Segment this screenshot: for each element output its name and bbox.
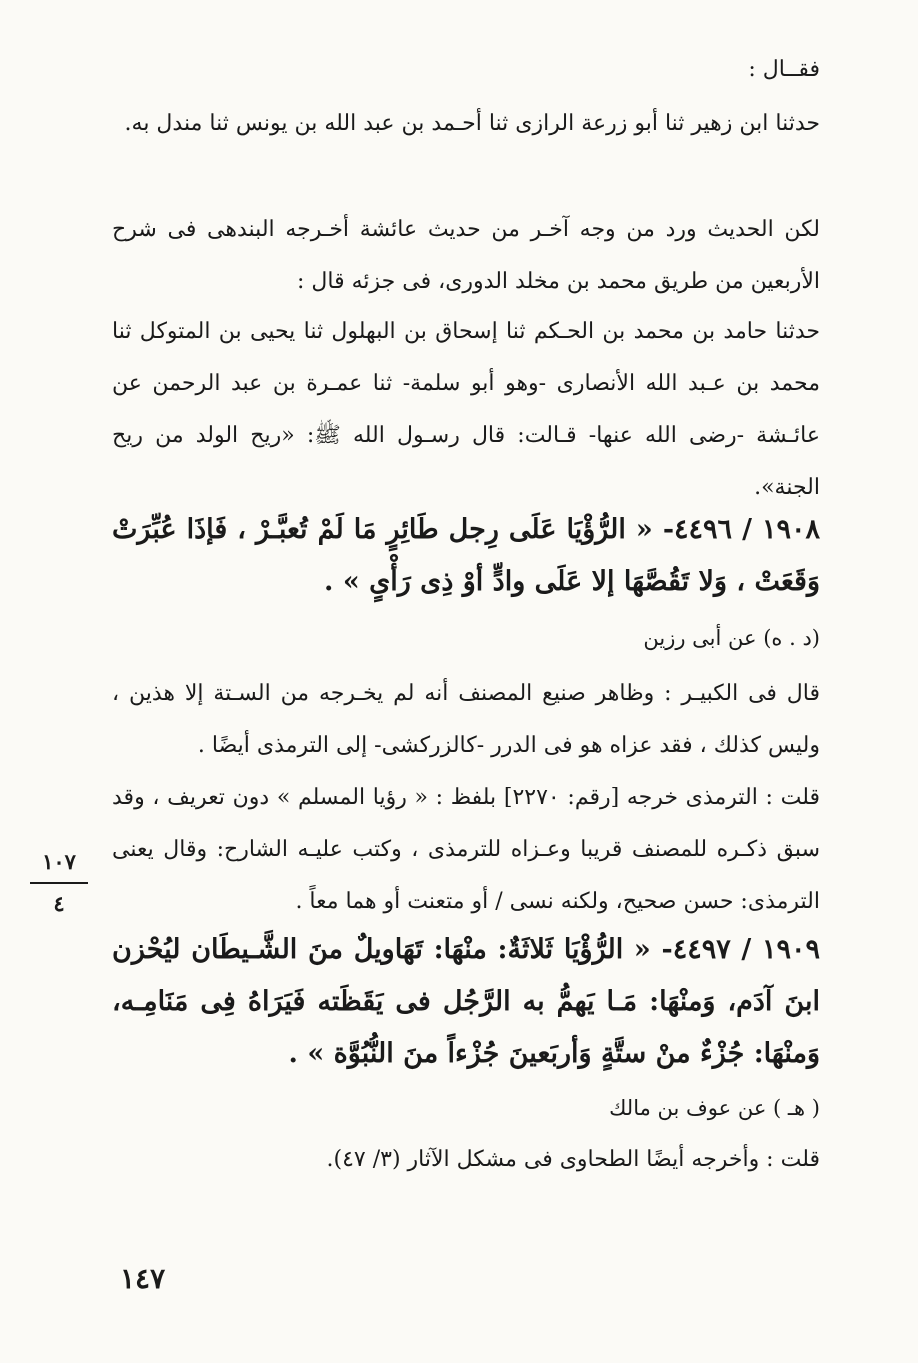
text-isnad-1: حدثنا ابن زهير ثنا أبو زرعة الرازى ثنا أحـمد بن عبد الله بن يونس ثنا مندل به.: [124, 111, 820, 136]
margin-ref-bottom: ٤: [53, 891, 65, 916]
hadith-1909-source: ( هـ ) عن عوف بن مالك: [609, 1096, 820, 1120]
hadith-1908-source: (د . ه) عن أبى رزين: [643, 626, 820, 650]
commentary-qultu-2: قلت : وأخرجه أيضًا الطحاوى فى مشكل الآثار (٣/ ٤٧).: [326, 1147, 820, 1172]
hadith-1909: ١٩٠٩ / ٤٤٩٧- « الرُّؤْيَا ثَلاثَةٌ: منْهَا: تَهَاويلٌ منَ الشَّـيطَان ليُحْزن ابنَ آدَم، وَمنْهَا: مَـا يَهمُّ به الرَّجُل فى يَقَظَته فَيَرَاهُ فِى مَنَامِـه، وَمنْهَا: جُزْءٌ منْ ستَّةٍ وَأربَعينَ جُزْءاً منَ النُّبُوَّة » .: [112, 934, 820, 1069]
margin-page-reference: [22, 848, 96, 918]
margin-ref-divider: [30, 882, 88, 884]
commentary-kabir: قال فى الكبيـر : وظاهر صنيع المصنف أنه لم يخـرجه من السـتة إلا هذين ، وليس كذلك ، فقد عزاه هو فى الدرر -كالزركشى- إلى الترمذى أيضًا .: [112, 681, 820, 758]
text-isnad-2: حدثنا حامد بن محمد بن الحـكم ثنا إسحاق بن البهلول ثنا يحيى بن المتوكل ثنا محمد بن عـبد الله الأنصارى -وهو أبو سلمة- ثنا عمـرة بن عبد الرحمن عن عائـشة -رضى الله عنها- قـالت: قال رسـول الله ﷺ: «ريح الولد من ريح الجنة».: [112, 319, 820, 500]
text-paragraph-2: لكن الحديث ورد من وجه آخـر من حديث عائشة أخـرجه البندهى فى شرح الأربعين من طريق محمد بن مخلد الدورى، فى جزئه قال :: [112, 217, 820, 294]
page-number: ١٤٧: [120, 1262, 166, 1295]
hadith-1908: ١٩٠٨ / ٤٤٩٦- « الرُّؤْيَا عَلَى رِجل طَائِرٍ مَا لَمْ تُعبَّـرْ ، فَإذَا عُبِّرَتْ وَقَعَتْ ، وَلا تَقُصَّهَا إلا عَلَى وادٍّ أوْ ذِى رَأْىٍ » .: [112, 514, 820, 597]
margin-ref-top: ١٠٧: [42, 849, 76, 874]
text-intro: فقــال :: [748, 57, 820, 82]
commentary-qultu-1: قلت : الترمذى خرجه [رقم: ٢٢٧٠] بلفظ : « رؤيا المسلم » دون تعريف ، وقد سبق ذكـره للمصنف قريبا وعـزاه للترمذى ، وكتب عليـه الشارح: وقال يعنى الترمذى: حسن صحيح، ولكنه نسى / أو متعنت أو هما معاً .: [112, 785, 820, 914]
